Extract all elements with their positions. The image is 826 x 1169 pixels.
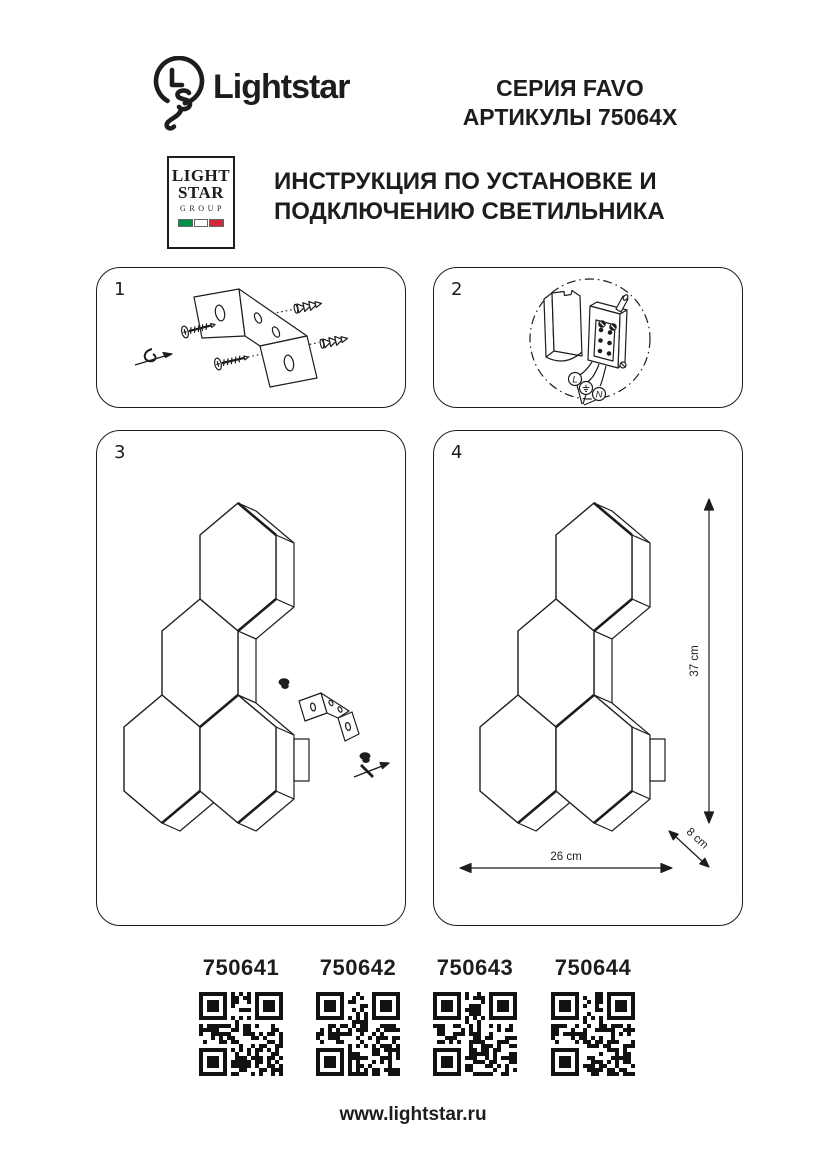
article-column	[193, 955, 289, 1081]
step-number-2: 2	[451, 279, 463, 300]
bracket-mounting-diagram	[97, 268, 405, 407]
terminal-cover	[544, 291, 582, 362]
qr-code	[316, 992, 400, 1076]
lamp-dimensions-diagram	[434, 431, 742, 925]
instruction-title-line2: ПОДКЛЮЧЕНИЮ СВЕТИЛЬНИКА	[274, 198, 665, 225]
fixing-screw-icon	[360, 752, 371, 763]
wire-label-neutral: N	[595, 389, 603, 401]
article-column	[310, 955, 406, 1081]
fixing-screw-icon	[279, 678, 290, 689]
instruction-title	[274, 167, 665, 227]
wall-anchor-icon	[293, 299, 322, 314]
step-panel-4	[433, 430, 743, 926]
article-code: 750643	[436, 955, 514, 980]
screw-icon	[214, 351, 250, 370]
series-title: СЕРИЯ FAVO	[496, 75, 644, 101]
wall-anchor-icon	[319, 334, 348, 349]
step-panel-2	[433, 267, 743, 408]
article-code: 750644	[554, 955, 632, 980]
lightstar-wordmark: Lightstar	[213, 68, 350, 106]
driver-box	[650, 739, 665, 781]
width-dimension-arrow	[460, 864, 672, 873]
series-header	[450, 74, 690, 132]
qr-code	[199, 992, 283, 1076]
badge-word-star: STAR	[177, 183, 225, 202]
articles-subtitle: АРТИКУЛЫ 75064X	[462, 104, 678, 130]
height-dimension-label: 37 cm	[689, 645, 701, 677]
website-url: www.lightstar.ru	[339, 1104, 487, 1125]
instruction-title-line1: ИНСТРУКЦИЯ ПО УСТАНОВКЕ И	[274, 168, 657, 195]
qr-code	[551, 992, 635, 1076]
lamp-assembly-diagram	[97, 431, 405, 925]
article-code: 750641	[202, 955, 280, 980]
badge-word-group: GROUP	[179, 204, 226, 213]
step-number-1: 1	[114, 279, 126, 300]
depth-dimension-label: 8 cm	[683, 825, 711, 852]
article-column	[545, 955, 641, 1081]
width-dimension-label: 26 cm	[550, 851, 582, 863]
mounting-bracket	[299, 693, 359, 741]
wire-label-live: L	[572, 374, 578, 386]
screwdriver-icon	[354, 763, 389, 778]
badge-word-light: LIGHT	[171, 166, 231, 185]
lightstar-bulb-icon	[152, 56, 210, 132]
article-column	[427, 955, 523, 1081]
step-number-3: 3	[114, 442, 126, 463]
lightstar-group-badge	[167, 156, 235, 249]
wiring-connection-diagram	[434, 268, 742, 407]
italian-flag-icon	[178, 219, 224, 227]
height-dimension-arrow	[705, 499, 714, 823]
screw-rotation-icon	[135, 349, 172, 365]
driver-box	[294, 739, 309, 781]
terminal-block	[588, 294, 629, 368]
qr-code	[433, 992, 517, 1076]
article-code: 750642	[319, 955, 397, 980]
step-panel-3	[96, 430, 406, 926]
step-number-4: 4	[451, 442, 463, 463]
step-panel-1	[96, 267, 406, 408]
